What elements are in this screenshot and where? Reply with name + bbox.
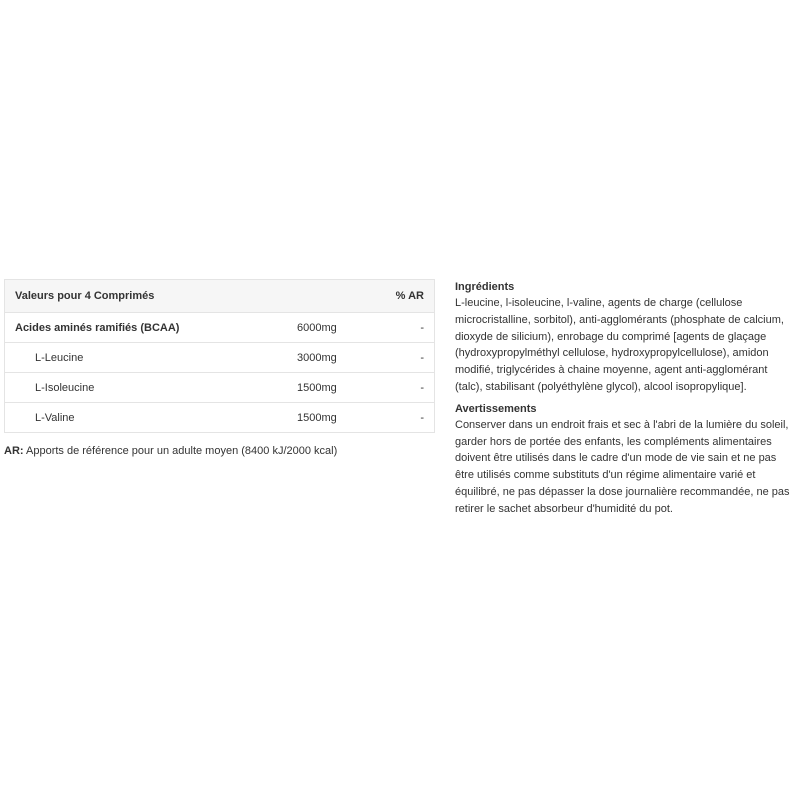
product-info [455,279,795,523]
header-label: Valeurs pour 4 Comprimés [15,290,155,302]
nutrition-facts [4,279,435,459]
row-amount: 3000mg [297,351,337,364]
header-ar: % AR [395,290,424,302]
row-ar: - [420,411,424,424]
row-name: L-Isoleucine [35,381,95,394]
footnote-abbr: AR: [4,445,24,457]
row-name: L-Valine [35,411,75,424]
table-row [5,342,434,372]
row-ar: - [420,351,424,364]
table-row [5,372,434,402]
row-name: L-Leucine [35,351,84,364]
footnote-text: Apports de référence pour un adulte moyen (8400 kJ/2000 kcal) [23,445,338,457]
warnings-title: Avertissements [455,402,537,415]
ingredients-text: L-leucine, l-isoleucine, l-valine, agents de charge (cellulose microcristalline, sorbitol), anti-agglomérants (phosphate de calcium, dioxyde de silicium), enrobage du comprimé [agents de glaçage (hydroxypropylméthyl cellulose, hydroxypropylcellulose), amidon modifié, triglycérides à chaine moyenne, agent anti-agglomérant (talc), stabilisant (polyéthylène glycol), alcool isopropylique]. [455,297,784,393]
footnote [4,443,435,459]
warnings-text: Conserver dans un endroit frais et sec à l'abri de la lumière du soleil, garder hors de portée des enfants, les compléments alimentaires doivent être utilisés dans le cadre d'un mode de vie sain et ne pas être utilisés comme substituts d'un régime alimentaire varié et équilibré, ne pas dépasser la dose journalière recommandée, ne pas retirer le sachet absorbeur d'humidité du pot. [455,418,790,515]
row-ar: - [420,381,424,394]
table-row [5,402,434,432]
row-name: Acides aminés ramifiés (BCAA) [15,321,180,334]
row-amount: 6000mg [297,321,337,334]
nutrition-table [4,279,435,433]
row-ar: - [420,321,424,334]
table-row [5,312,434,342]
ingredients-title: Ingrédients [455,281,515,293]
table-header-row [5,280,434,312]
row-amount: 1500mg [297,411,337,424]
row-amount: 1500mg [297,381,337,394]
